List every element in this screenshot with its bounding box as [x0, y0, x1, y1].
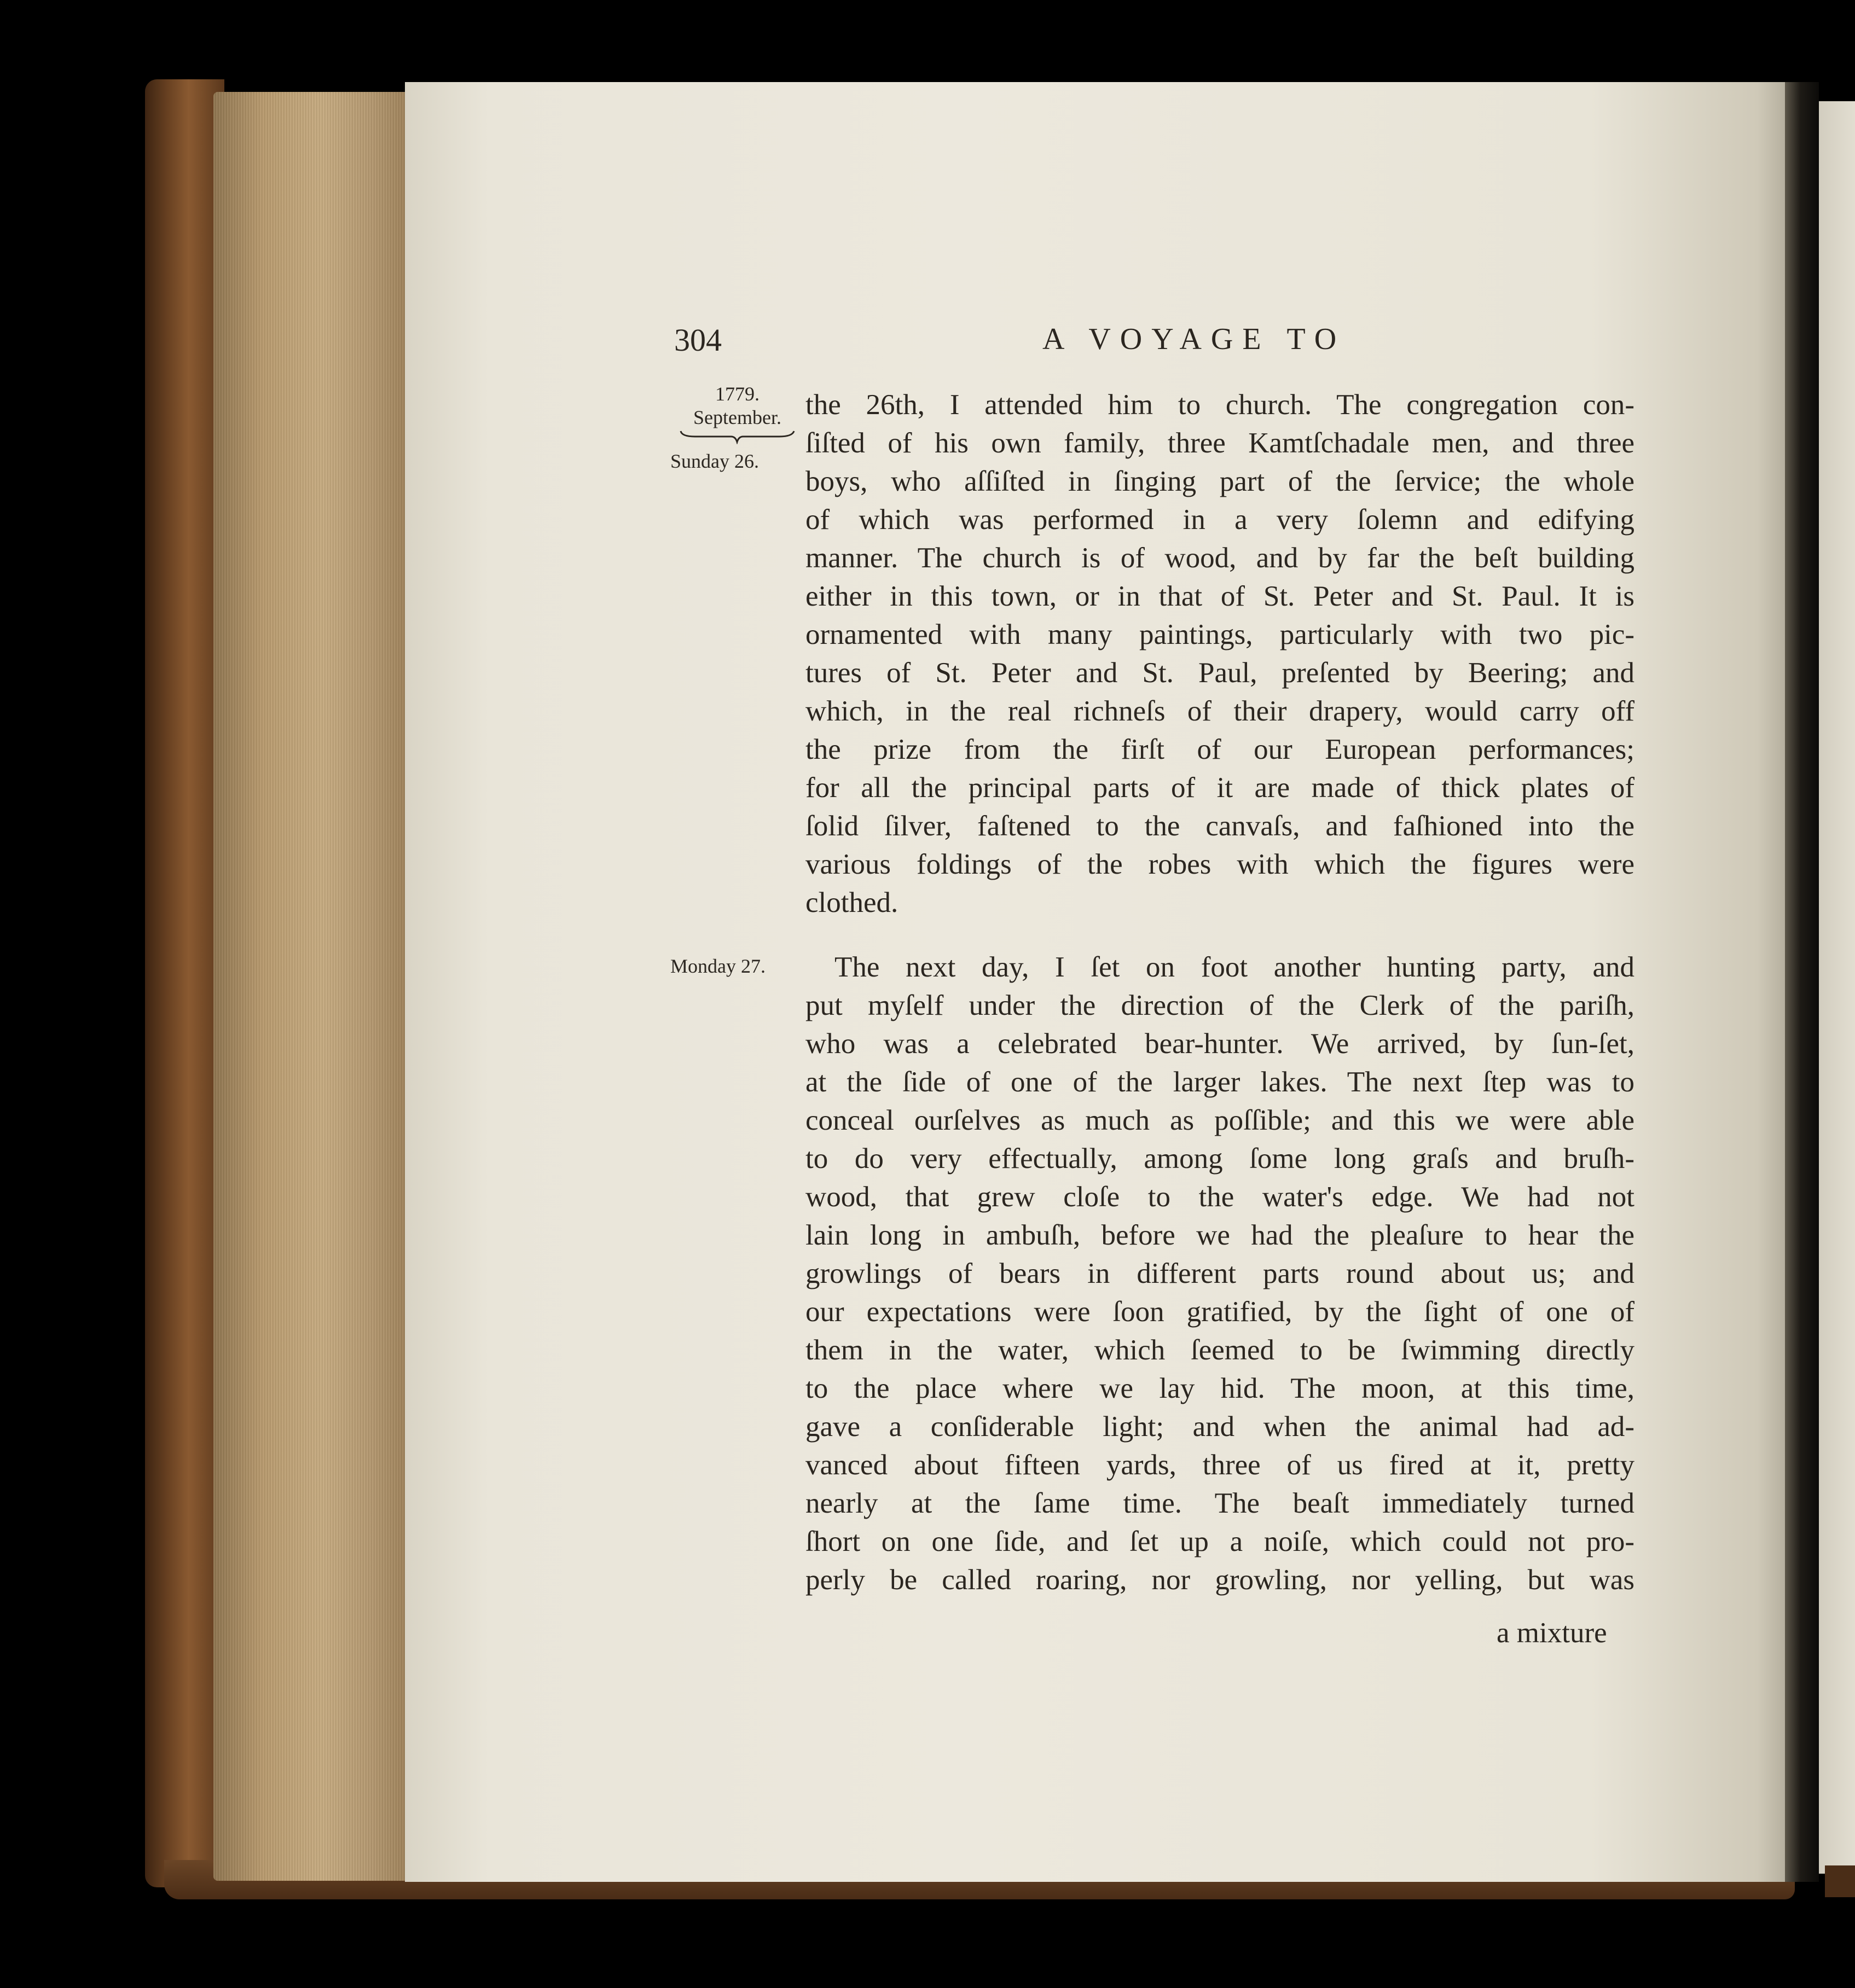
text-line: lain long in ambuſh, before we had the pleaſure to hear the	[805, 1219, 1634, 1251]
text-line: tures of St. Peter and St. Paul, preſented by Beering; and	[805, 657, 1634, 689]
running-head: A VOYAGE TO	[1042, 322, 1346, 356]
text-line: for all the principal parts of it are made of thick plates of	[805, 772, 1634, 804]
text-line: who was a celebrated bear-hunter. We arrived, by ſun-ſet,	[805, 1028, 1634, 1060]
book-gutter	[1785, 82, 1819, 1882]
text-line: to the place where we lay hid. The moon, at this time,	[805, 1373, 1634, 1404]
text-line: them in the water, which ſeemed to be ſwimming directly	[805, 1334, 1634, 1366]
margin-brace-icon	[679, 428, 796, 444]
text-line: conceal ourſelves as much as poſſible; and this we were able	[805, 1105, 1634, 1136]
text-line: perly be called roaring, nor growling, nor yelling, but was	[805, 1564, 1634, 1596]
text-line: growlings of bears in different parts round about us; and	[805, 1258, 1634, 1289]
text-line: the 26th, I attended him to church. The congregation con-	[805, 389, 1634, 421]
facing-page-edge	[1819, 101, 1855, 1874]
text-line: to do very effectually, among ſome long graſs and bruſh-	[805, 1143, 1634, 1175]
text-line: The next day, I ſet on foot another hunting party, and	[834, 951, 1634, 983]
catchword: a mixture	[1497, 1617, 1607, 1649]
text-line: ſiſted of his own family, three Kamtſchadale men, and three	[805, 427, 1634, 459]
text-line: put myſelf under the direction of the Clerk of the pariſh,	[805, 990, 1634, 1021]
text-line: ſhort on one ſide, and ſet up a noiſe, which could not pro-	[805, 1526, 1634, 1557]
text-line: gave a conſiderable light; and when the animal had ad-	[805, 1411, 1634, 1443]
page-block-edge	[213, 92, 410, 1881]
text-line: various foldings of the robes with which the figures were	[805, 848, 1634, 880]
text-line: nearly at the ſame time. The beaſt immediately turned	[805, 1487, 1634, 1519]
facing-cover-edge	[1825, 1865, 1855, 1897]
text-line: ſolid ſilver, faſtened to the canvaſs, and faſhioned into the	[805, 810, 1634, 842]
page-number: 304	[674, 322, 722, 358]
margin-note-year: 1779.	[715, 383, 760, 405]
text-line: our expectations were ſoon gratified, by the ſight of one of	[805, 1296, 1634, 1328]
text-line: clothed.	[805, 887, 898, 919]
text-line: the prize from the firſt of our European performances;	[805, 734, 1634, 765]
text-line: ornamented with many paintings, particularly with two pic-	[805, 619, 1634, 650]
text-line: vanced about fifteen yards, three of us fired at it, pretty	[805, 1449, 1634, 1481]
book-cover-spine	[145, 79, 224, 1887]
text-line: boys, who aſſiſted in ſinging part of the ſervice; the whole	[805, 466, 1634, 497]
text-line: which, in the real richneſs of their drapery, would carry off	[805, 695, 1634, 727]
margin-note-month: September.	[693, 406, 781, 428]
margin-note-monday: Monday 27.	[670, 955, 766, 977]
text-line: at the ſide of one of the larger lakes. The next ſtep was to	[805, 1066, 1634, 1098]
text-line: wood, that grew cloſe to the water's edge. We had not	[805, 1181, 1634, 1213]
text-line: of which was performed in a very ſolemn and edifying	[805, 504, 1634, 536]
text-line: either in this town, or in that of St. Peter and St. Paul. It is	[805, 580, 1634, 612]
text-line: manner. The church is of wood, and by far the beſt building	[805, 542, 1634, 574]
margin-note-sunday: Sunday 26.	[670, 450, 759, 472]
